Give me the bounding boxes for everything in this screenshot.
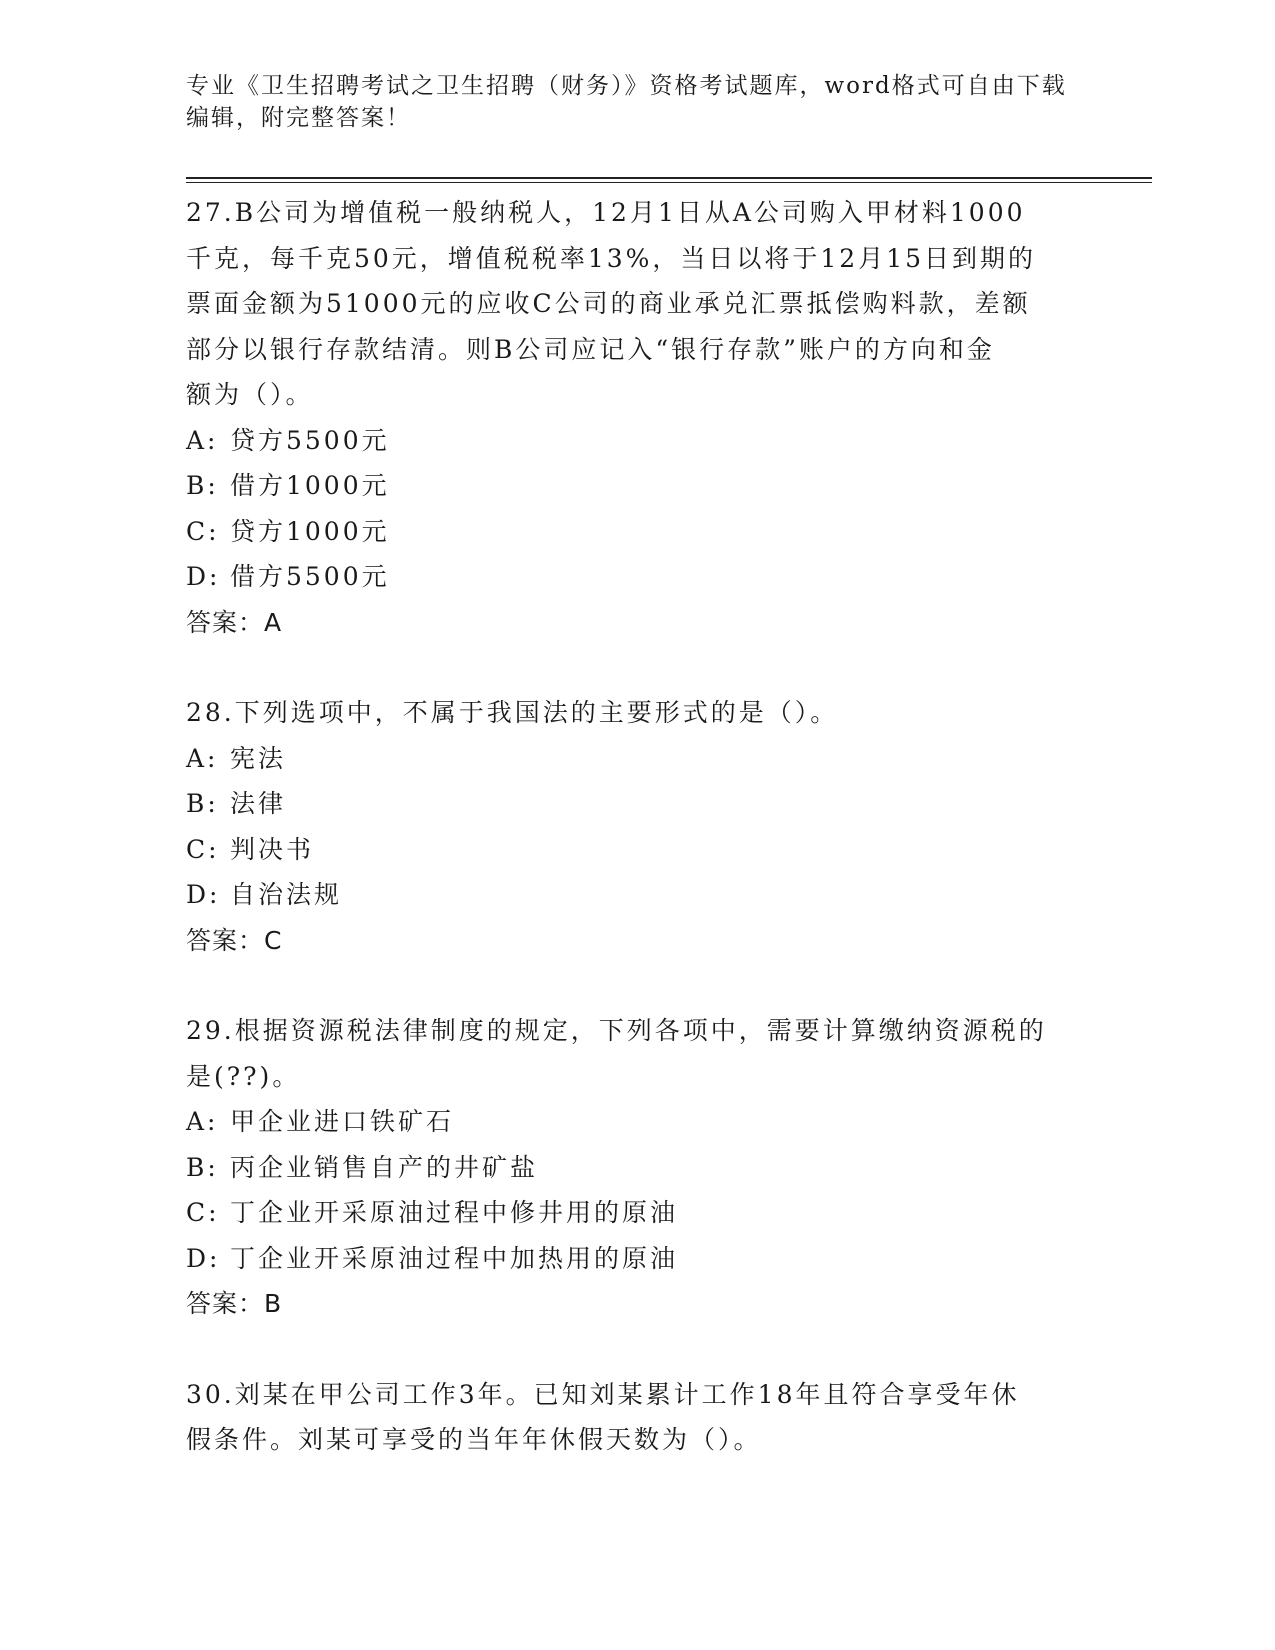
question-30 xyxy=(186,1372,1086,1463)
option-a xyxy=(186,1099,1086,1145)
question-stem xyxy=(186,690,1086,736)
stem-line: 27.B公司为增值税一般纳税人，12月1日从A公司购入甲材料1000 xyxy=(186,198,1026,227)
option-key: B: xyxy=(186,471,219,500)
stem-line: 部分以银行存款结清。则B公司应记入“银行存款”账户的方向和金 xyxy=(186,334,995,364)
option-key: A: xyxy=(186,1107,219,1136)
stem-line: 29.根据资源税法律制度的规定，下列各项中，需要计算缴纳资源税的 xyxy=(186,1016,1047,1045)
option-key: B: xyxy=(186,789,219,818)
option-b xyxy=(186,1145,1086,1191)
question-stem xyxy=(186,1372,1086,1463)
option-key: D: xyxy=(186,1243,221,1273)
option-key: D: xyxy=(186,562,221,591)
option-key: A: xyxy=(186,425,219,455)
option-c xyxy=(186,509,1086,555)
option-a xyxy=(186,736,1086,782)
stem-line: 假条件。刘某可享受的当年年休假天数为（）。 xyxy=(186,1425,762,1454)
header-divider-thin xyxy=(186,182,1152,183)
option-text: 甲企业进口铁矿石 xyxy=(230,1107,455,1136)
option-text: 自治法规 xyxy=(230,880,343,909)
answer-line: 答案：C xyxy=(186,925,283,955)
option-c xyxy=(186,1190,1086,1236)
stem-line: 28.下列选项中，不属于我国法的主要形式的是（）。 xyxy=(186,698,839,727)
option-key: A: xyxy=(186,743,219,773)
option-a xyxy=(186,418,1086,464)
option-d xyxy=(186,872,1086,918)
stem-line: 千克，每千克50元，增值税税率13%，当日以将于12月15日到期的 xyxy=(186,243,1037,273)
question-spacer xyxy=(186,1327,1086,1372)
option-c xyxy=(186,827,1086,873)
option-text: 贷方5500元 xyxy=(230,425,390,455)
stem-line: 是(??)。 xyxy=(186,1061,301,1091)
question-spacer xyxy=(186,963,1086,1008)
stem-line: 票面金额为51000元的应收C公司的商业承兑汇票抵偿购料款，差额 xyxy=(186,289,1031,318)
question-spacer xyxy=(186,645,1086,690)
option-text: 借方1000元 xyxy=(230,471,390,500)
option-key: B: xyxy=(186,1152,219,1182)
option-text: 丁企业开采原油过程中修井用的原油 xyxy=(230,1198,679,1227)
option-text: 丙企业销售自产的井矿盐 xyxy=(230,1152,539,1182)
option-b xyxy=(186,781,1086,827)
header-divider-thick xyxy=(186,177,1152,179)
option-key: C: xyxy=(186,516,220,546)
question-28 xyxy=(186,690,1086,963)
option-text: 丁企业开采原油过程中加热用的原油 xyxy=(230,1243,679,1273)
option-key: C: xyxy=(186,834,220,864)
option-text: 法律 xyxy=(230,789,287,818)
stem-line: 额为（）。 xyxy=(186,380,314,409)
question-stem xyxy=(186,1008,1086,1099)
option-key: D: xyxy=(186,880,221,909)
option-key: C: xyxy=(186,1198,220,1227)
document-header xyxy=(186,70,1106,134)
question-27 xyxy=(186,190,1086,645)
answer-line: 答案：A xyxy=(186,607,283,637)
option-text: 贷方1000元 xyxy=(230,516,390,546)
option-text: 借方5500元 xyxy=(230,562,390,591)
option-text: 宪法 xyxy=(230,743,287,773)
option-b xyxy=(186,463,1086,509)
option-text: 判决书 xyxy=(230,834,315,864)
option-d xyxy=(186,1236,1086,1282)
stem-line: 30.刘某在甲公司工作3年。已知刘某累计工作18年且符合享受年休 xyxy=(186,1379,1020,1409)
option-d xyxy=(186,554,1086,600)
question-stem xyxy=(186,190,1086,418)
header-line-2: 编辑，附完整答案！ xyxy=(186,105,411,131)
question-29 xyxy=(186,1008,1086,1327)
header-line-1: 专业《卫生招聘考试之卫生招聘（财务）》资格考试题库，word格式可自由下载 xyxy=(186,73,1067,99)
answer-line: 答案：B xyxy=(186,1289,283,1318)
question-list xyxy=(186,190,1086,1463)
